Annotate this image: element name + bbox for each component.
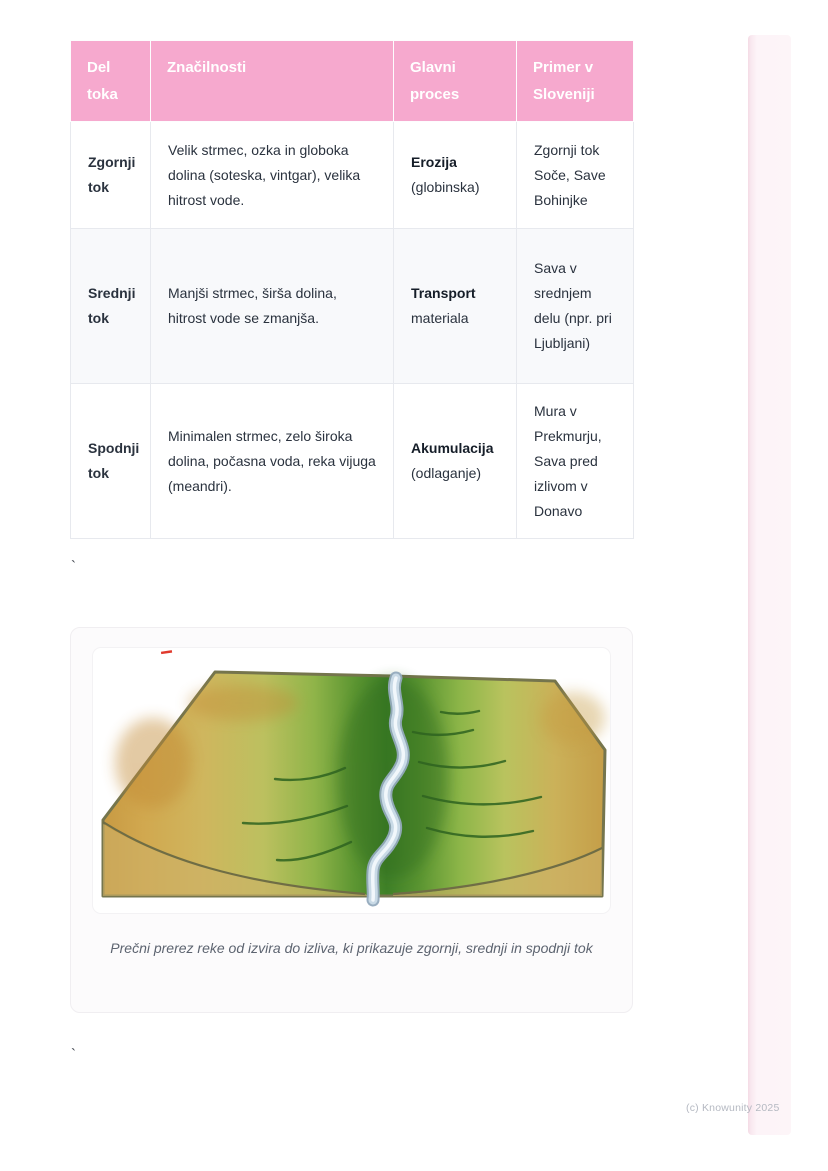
cell-example: Sava v srednjem delu (npr. pri Ljubljani) [517,229,634,384]
cell-process [394,384,517,539]
cell-characteristics: Minimalen strmec, zelo široka dolina, počasna voda, reka vijuga (meandri). [151,384,394,539]
cell-section: Zgornji tok [71,122,151,229]
cell-section: Spodnji tok [71,384,151,539]
table-row-zgornji-tok [71,122,634,229]
figure-card [70,627,633,1013]
stray-backtick: ` [71,558,76,575]
cell-example: Zgornji tok Soče, Save Bohinjke [517,122,634,229]
table-header-row [71,41,634,122]
column-header-primer: Primer v Sloveniji [517,41,634,122]
figure-image-frame [93,648,610,913]
cell-characteristics: Manjši strmec, širša dolina, hitrost vode se zmanjša. [151,229,394,384]
river-valley-illustration [93,648,610,913]
stray-backtick: ` [71,1046,76,1063]
process-name: Transport [411,285,476,301]
cell-process [394,229,517,384]
column-header-del-toka: Del toka [71,41,151,122]
column-header-glavni-proces: Glavni proces [394,41,517,122]
cell-example: Mura v Prekmurju, Sava pred izlivom v Donavo [517,384,634,539]
process-detail: (globinska) [411,179,480,195]
table-row-srednji-tok [71,229,634,384]
cell-characteristics: Velik strmec, ozka in globoka dolina (soteska, vintgar), velika hitrost vode. [151,122,394,229]
figure-caption: Prečni prerez reke od izvira do izliva, ki prikazuje zgornji, srednji in spodnji tok [110,940,593,956]
process-detail: (odlaganje) [411,465,482,481]
red-mark [161,650,172,654]
cell-process [394,122,517,229]
process-name: Akumulacija [411,440,494,456]
river-sections-table-container [70,40,633,539]
process-name: Erozija [411,154,457,170]
table-row-spodnji-tok [71,384,634,539]
process-detail: materiala [411,310,469,326]
river-sections-table [70,40,634,539]
copyright-footer: (c) Knowunity 2025 [686,1102,780,1114]
column-header-znacilnosti: Značilnosti [151,41,394,122]
side-highlight-strip [748,35,791,1135]
cell-section: Srednji tok [71,229,151,384]
